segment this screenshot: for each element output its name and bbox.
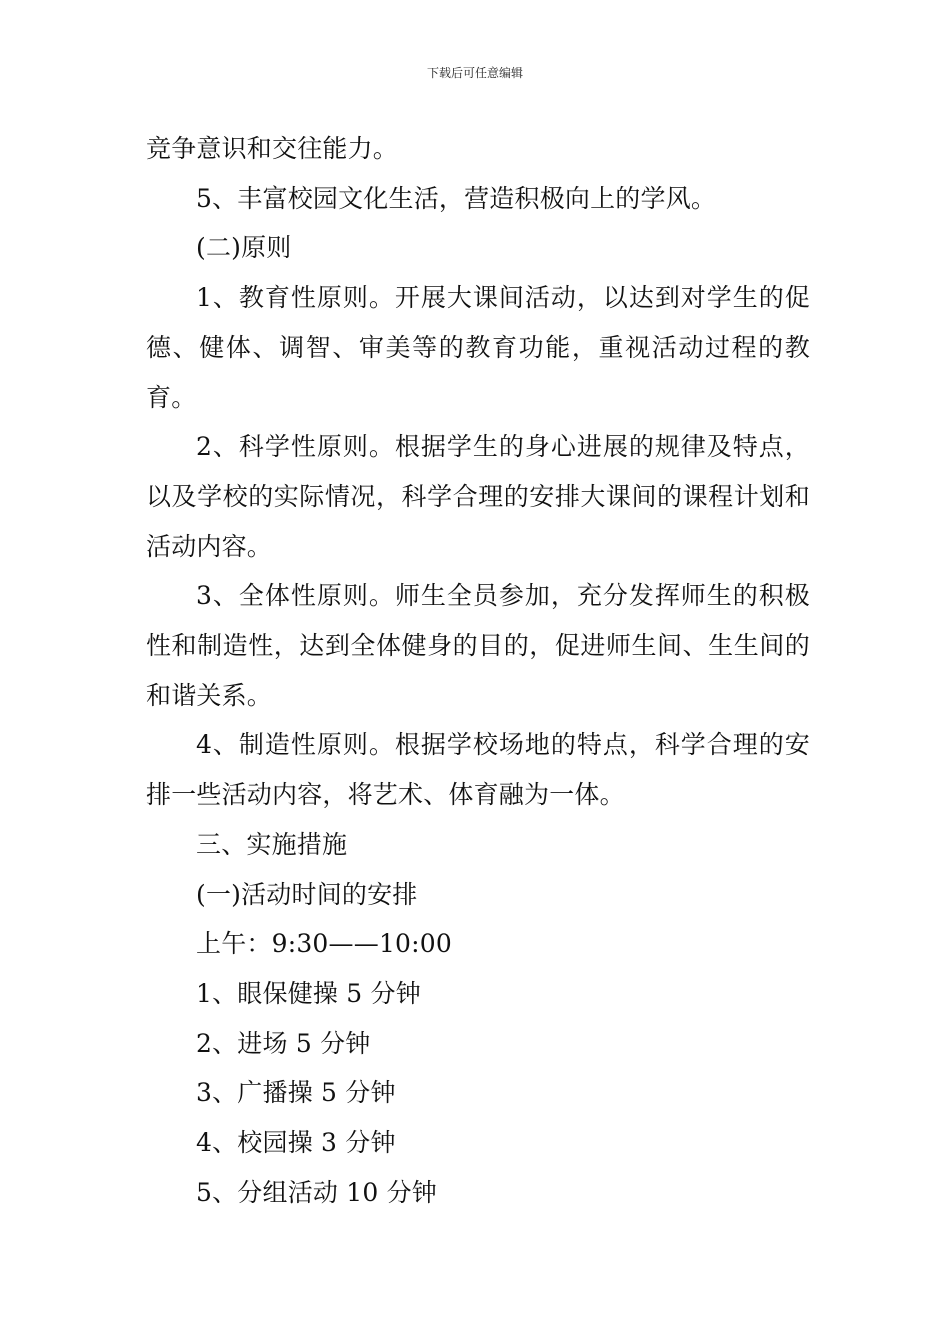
paragraph-continuation: 竞争意识和交往能力。 xyxy=(146,134,399,163)
schedule-item-campus-exercise: 4、校园操 3 分钟 xyxy=(196,1128,396,1158)
document-body xyxy=(146,124,810,1217)
section-heading-measures: 三、实施措施 xyxy=(196,829,348,859)
paragraph-principle-4: 4、制造性原则。根据学校场地的特点，科学合理的安排一些活动内容，将艺术、体育融为一体。 xyxy=(146,730,810,810)
schedule-item-group-activity: 5、分组活动 10 分钟 xyxy=(196,1177,438,1207)
schedule-item-entry: 2、进场 5 分钟 xyxy=(196,1028,371,1058)
schedule-item-eye-exercise: 1、眼保健操 5 分钟 xyxy=(196,978,421,1008)
section-heading-principles: (二)原则 xyxy=(196,233,292,263)
paragraph-goal-5: 5、丰富校园文化生活，营造积极向上的学风。 xyxy=(196,183,717,213)
subsection-heading-schedule: (一)活动时间的安排 xyxy=(196,879,418,909)
paragraph-principle-1: 1、教育性原则。开展大课间活动，以达到对学生的促德、健体、调智、审美等的教育功能，重视活动过程的教育。 xyxy=(146,283,810,412)
page-header: 下载后可任意编辑 xyxy=(426,66,523,80)
schedule-item-broadcast-exercise: 3、广播操 5 分钟 xyxy=(196,1078,396,1108)
paragraph-principle-3: 3、全体性原则。师生全员参加，充分发挥师生的积极性和制造性，达到全体健身的目的，促进师生间、生生间的和谐关系。 xyxy=(146,581,810,710)
schedule-time: 上午：9:30——10:00 xyxy=(196,929,452,959)
paragraph-principle-2: 2、科学性原则。根据学生的身心进展的规律及特点，以及学校的实际情况，科学合理的安排大课间的课程计划和活动内容。 xyxy=(146,432,810,561)
